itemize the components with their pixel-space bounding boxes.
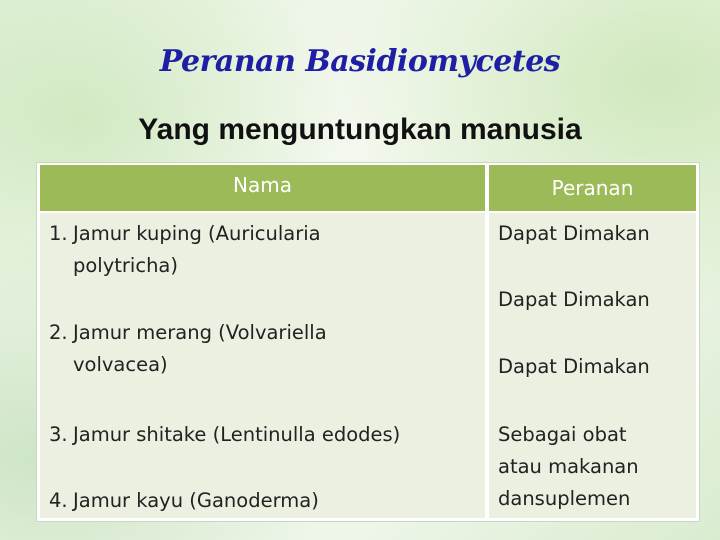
role-text-line: Sebagai obat — [498, 423, 627, 446]
item-number: 3. — [49, 423, 68, 446]
item-name: Jamur kuping (Auricularia — [73, 222, 321, 245]
slide-subtitle: Yang menguntungkan manusia — [138, 113, 582, 146]
role-text-line: dansuplemen — [498, 487, 631, 510]
column-header-nama: Nama — [40, 165, 485, 211]
item-name-continued: polytricha) — [73, 254, 178, 277]
peranan-column-cell — [489, 213, 696, 518]
column-header-peranan: Peranan — [489, 165, 696, 211]
item-number: 1. — [49, 222, 68, 245]
role-text: Dapat Dimakan — [498, 288, 650, 311]
list-item — [49, 317, 327, 381]
list-item — [49, 218, 321, 282]
item-name-continued: volvacea) — [73, 353, 168, 376]
item-number: 4. — [49, 489, 68, 512]
role-text: Dapat Dimakan — [498, 222, 650, 245]
list-item — [49, 419, 400, 451]
item-name: Jamur shitake (Lentinulla edodes) — [73, 423, 401, 446]
role-text: Dapat Dimakan — [498, 355, 650, 378]
item-number: 2. — [49, 321, 68, 344]
list-item — [49, 485, 319, 517]
slide-title: Peranan Basidiomycetes — [159, 44, 561, 79]
nama-column-cell — [40, 213, 485, 518]
roles-table — [36, 162, 700, 522]
item-name: Jamur kayu (Ganoderma) — [73, 489, 319, 512]
role-text — [498, 419, 639, 515]
role-text-line: atau makanan — [498, 455, 639, 478]
item-name: Jamur merang (Volvariella — [73, 321, 327, 344]
